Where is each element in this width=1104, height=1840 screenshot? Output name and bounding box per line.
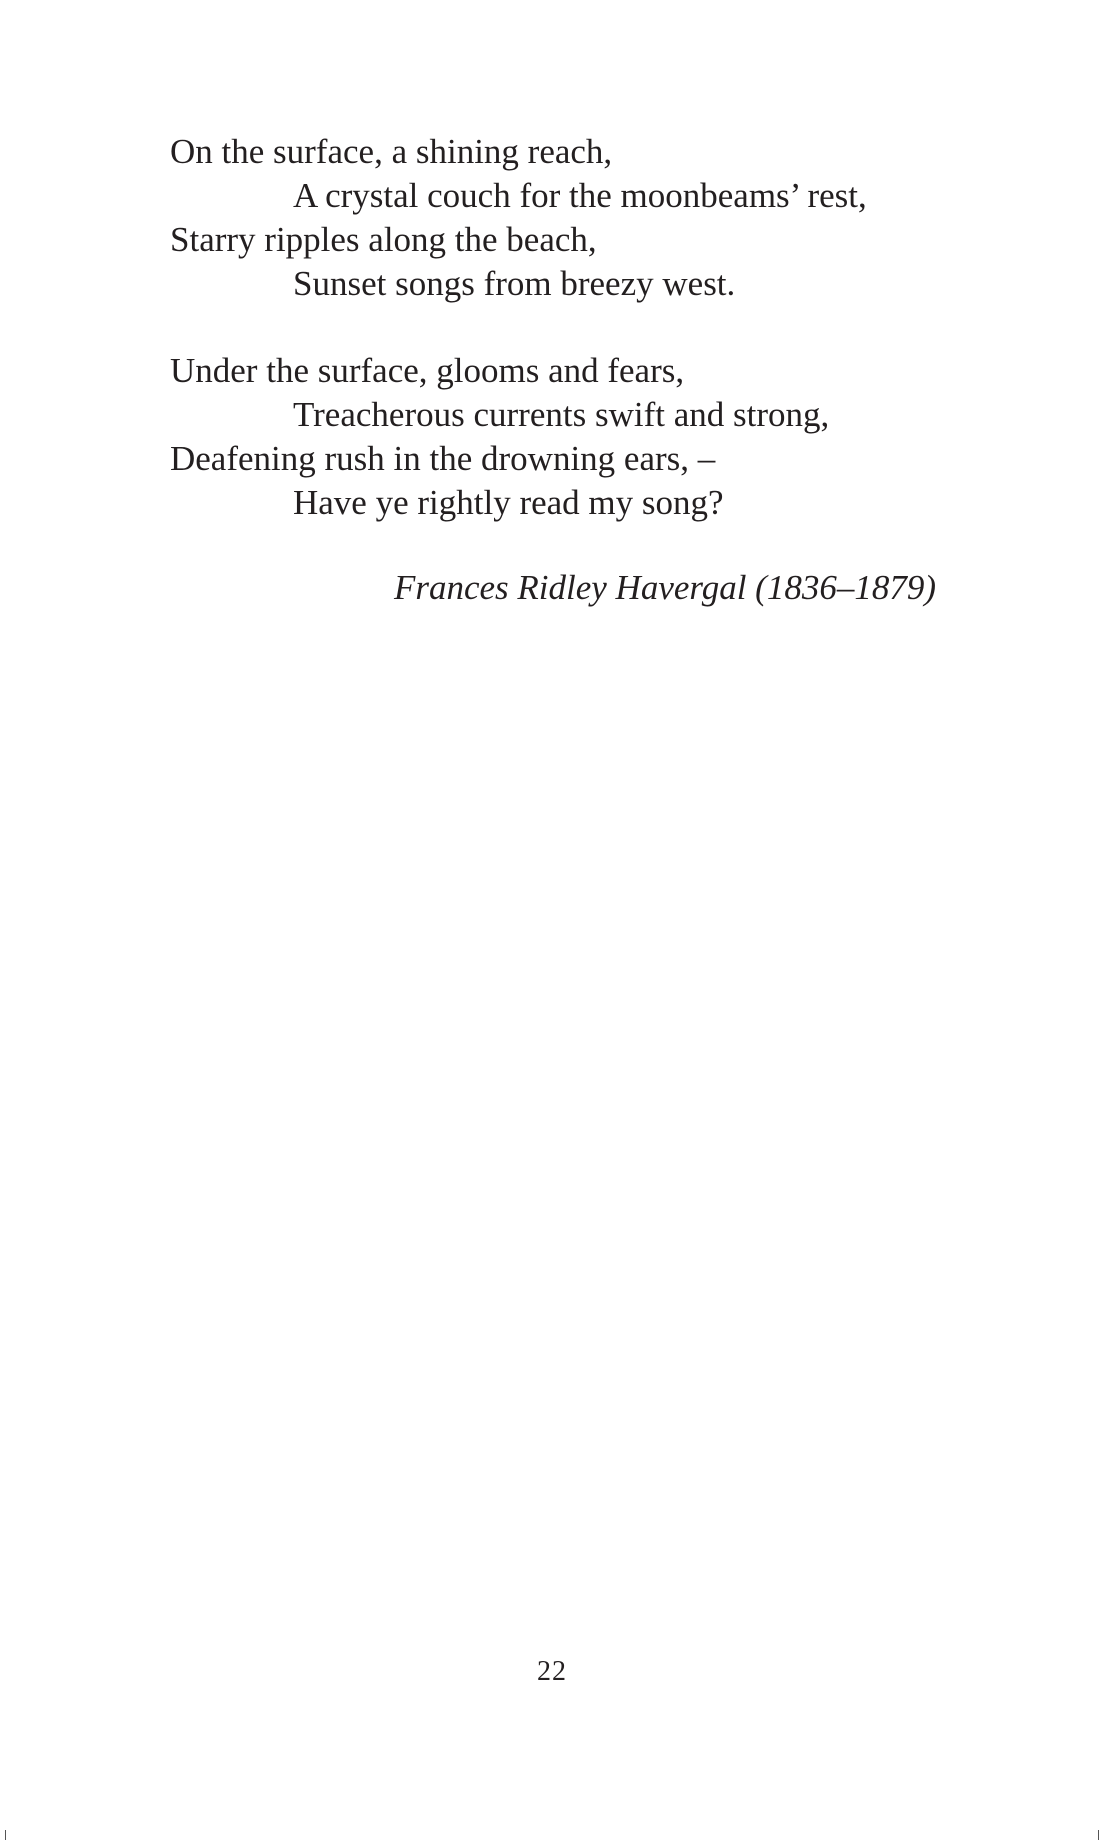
poem-line: On the surface, a shining reach, (170, 132, 613, 171)
stanza-1 (170, 130, 970, 306)
poem-attribution: Frances Ridley Havergal (1836–1879) (393, 568, 936, 607)
stanza-2 (170, 349, 970, 525)
poem-line-indented: Have ye rightly read my song? (293, 483, 724, 522)
poem (170, 130, 970, 568)
poem-line-indented: Sunset songs from breezy west. (293, 264, 736, 303)
poem-line: Starry ripples along the beach, (170, 220, 597, 259)
poem-line: Under the surface, glooms and fears, (170, 351, 685, 390)
poem-line-indented: Treacherous currents swift and strong, (293, 395, 830, 434)
crop-mark-left (5, 1830, 6, 1840)
poem-line-indented: A crystal couch for the moonbeams’ rest, (293, 176, 867, 215)
crop-mark-right (1098, 1830, 1099, 1840)
page-number: 22 (537, 1656, 567, 1687)
poem-line: Deafening rush in the drowning ears, – (170, 439, 716, 478)
